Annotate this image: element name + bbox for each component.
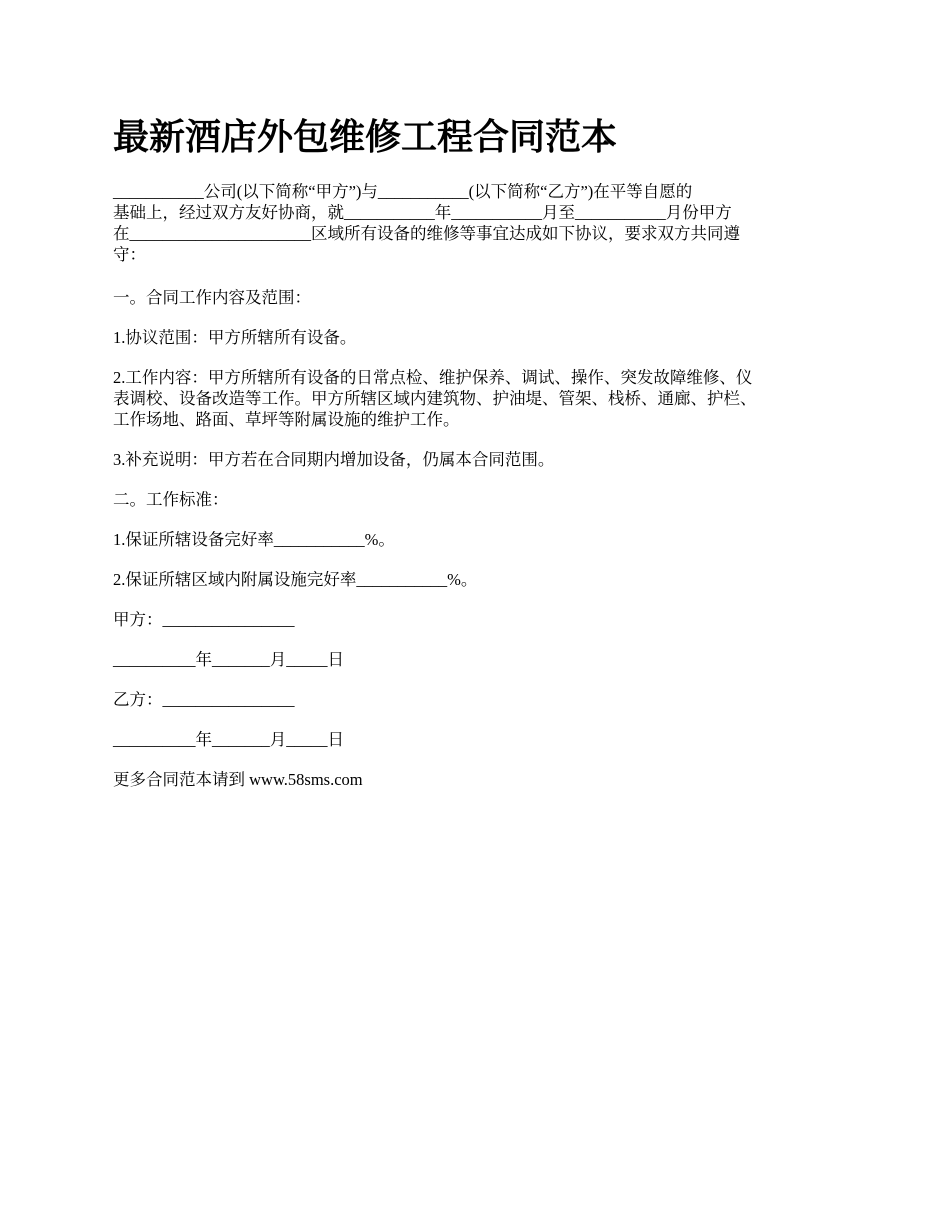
clause-supplement: 3.补充说明：甲方若在合同期内增加设备，仍属本合同范围。 <box>113 450 555 469</box>
intro-line: 在______________________区域所有设备的维修等事宜达成如下协议，要求双方共同遵 <box>113 224 740 243</box>
party-a-signature: 甲方：________________ <box>113 610 295 629</box>
document-title: 最新酒店外包维修工程合同范本 <box>113 117 618 157</box>
clause-facility-rate: 2.保证所辖区域内附属设施完好率___________%。 <box>113 570 478 589</box>
clause-line: 表调校、设备改造等工作。甲方所辖区域内建筑物、护油堤、管架、栈桥、通廊、护栏、 <box>113 389 757 408</box>
section-heading-standards: 二。工作标准： <box>113 490 229 509</box>
clause-agreement-scope: 1.协议范围：甲方所辖所有设备。 <box>113 328 357 347</box>
party-b-signature: 乙方：________________ <box>113 690 295 709</box>
clause-work-content <box>113 367 841 430</box>
clause-line: 2.工作内容：甲方所辖所有设备的日常点检、维护保养、调试、操作、突发故障维修、仪 <box>113 368 753 387</box>
party-a-date: __________年_______月_____日 <box>113 650 344 669</box>
clause-line: 工作场地、路面、草坪等附属设施的维护工作。 <box>113 410 460 429</box>
intro-line: 守： <box>113 245 146 264</box>
intro-line: 基础上，经过双方友好协商，就___________年___________月至___________月份甲方 <box>113 203 732 222</box>
footer-note: 更多合同范本请到 www.58sms.com <box>113 770 363 789</box>
clause-equipment-rate: 1.保证所辖设备完好率___________%。 <box>113 530 395 549</box>
intro-paragraph <box>113 181 841 265</box>
party-b-date: __________年_______月_____日 <box>113 730 344 749</box>
document-body <box>113 181 841 809</box>
intro-line: ___________公司(以下简称“甲方”)与___________(以下简称“乙方”)在平等自愿的 <box>113 182 693 201</box>
section-heading-scope: 一。合同工作内容及范围： <box>113 288 311 307</box>
